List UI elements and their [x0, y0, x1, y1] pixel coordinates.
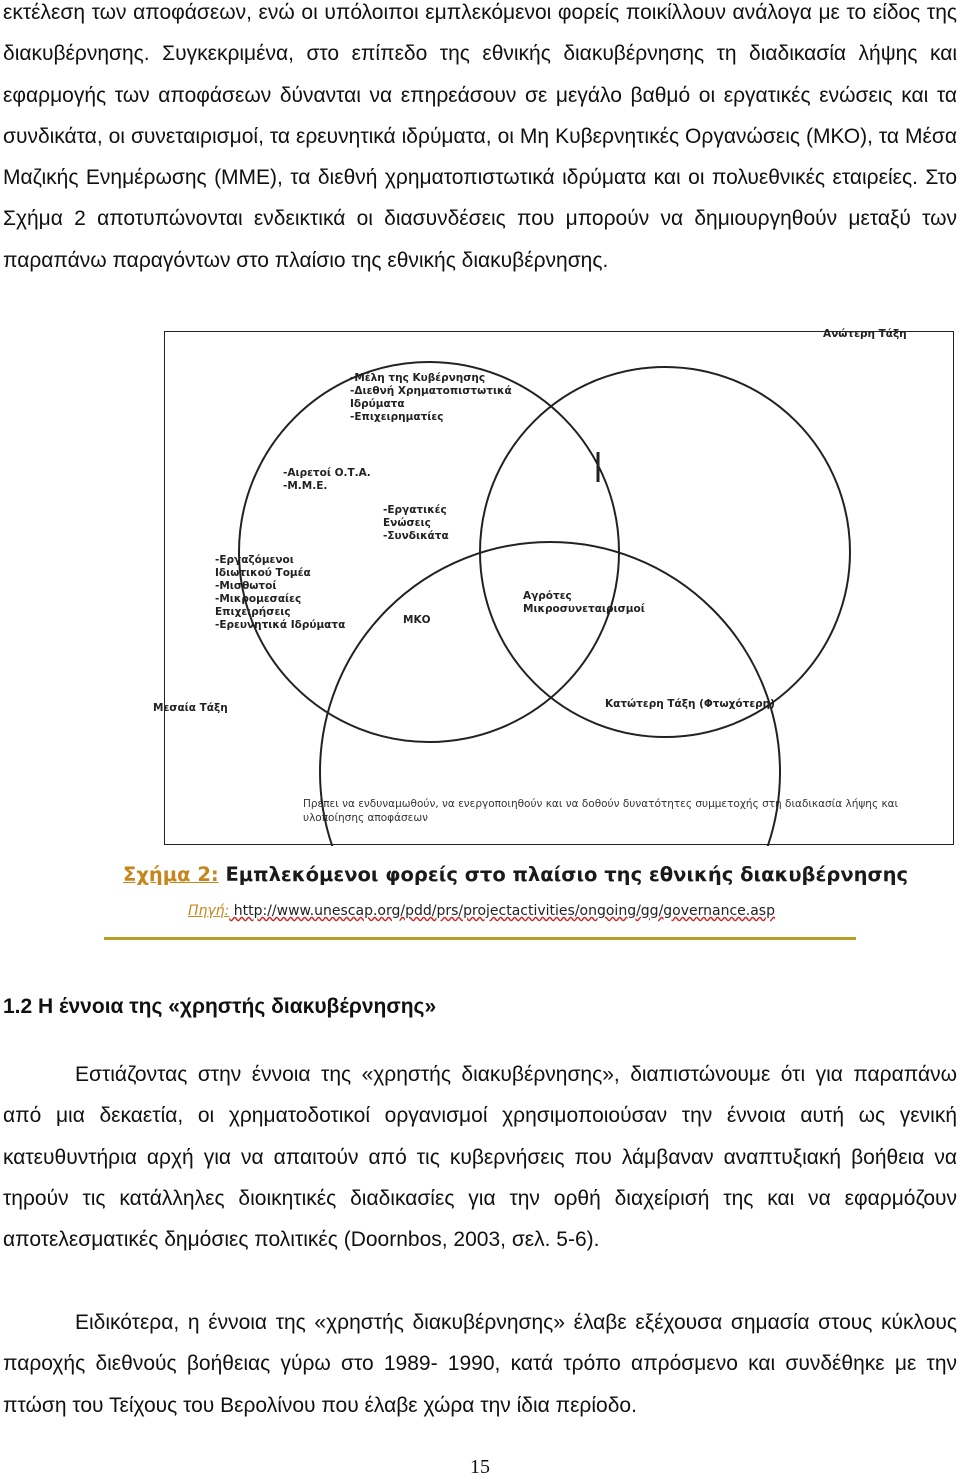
figure-source — [188, 903, 775, 919]
figure-caption — [123, 863, 908, 886]
source-url: http://www.unescap.org/pdd/prs/projectactivities/ongoing/gg/governance.asp — [229, 903, 775, 919]
circle-upper-right — [480, 367, 850, 737]
source-label: Πηγή: — [188, 903, 230, 919]
page-number: 15 — [470, 1456, 490, 1478]
venn-diagram — [153, 328, 954, 845]
middle-class-label: Μεσαία Τάξη — [153, 702, 228, 714]
caption-text: Εμπλεκόμενοι φορείς στο πλαίσιο της εθνικής διακυβέρνησης — [218, 863, 909, 886]
lower-class-label: Κατώτερη Τάξη (Φτωχότερη) — [605, 698, 775, 710]
upper-class-label: Ανώτερη Τάξη — [823, 328, 907, 340]
ngo-label: ΜΚΟ — [403, 614, 431, 626]
farmer-items: Αγρότες Μικροσυνεταιρισμοί — [523, 590, 645, 615]
paragraph-2: Ειδικότερα, η έννοια της «χρηστής διακυβέρνησης» έλαβε εξέχουσα σημασία στους κύκλους παροχής διεθνούς βοήθειας γύρω στο 1989- 1990, κατά τρόπο απρόσμενο και συνδέθηκε με την πτώση του Τείχους του Βερολίνου που έλαβε χώρα την ίδια περίοδο. — [3, 1311, 957, 1417]
figure-note: Πρέπει να ενδυναμωθούν, να ενεργοποιηθούν και να δοθούν δυνατότητες συμμετοχής στη διαδικασία λήψης και υλοποίησης αποφάσεων — [303, 798, 899, 824]
section-heading: 1.2 Η έννοια της «χρηστής διακυβέρνησης» — [3, 995, 437, 1018]
local-items: -Αιρετοί Ο.Τ.Α. -Μ.Μ.Ε. — [283, 467, 371, 492]
union-items: -Εργατικές Ενώσεις -Συνδικάτα — [383, 504, 449, 542]
caption-label: Σχήμα 2: — [123, 863, 219, 886]
paragraph-1: Εστιάζοντας στην έννοια της «χρηστής διακυβέρνησης», διαπιστώνουμε ότι για παραπάνω από μια δεκαετία, οι χρηματοδοτικοί οργανισμοί χρησιμοποιούσαν την έννοια αυτή ως γενική κατευθυντήρια αρχή για να απαιτούν από τις κυβερνήσεις που λάμβαναν αναπτυξιακή βοήθεια να τηρούν τις κατάλληλες διοικητικές διαδικασίες για την ορθή διαχείρισή της και να εφαρμόζουν αποτελεσματικές δημόσιες πολιτικές (Doornbos, 2003, σελ. 5-6). — [3, 1063, 957, 1252]
upper-items: -Μέλη της Κυβέρνησης -Διεθνή Χρηματοπιστωτικά Ιδρύματα -Επιχειρηματίες — [350, 372, 512, 423]
caption-rule — [104, 937, 856, 940]
private-items: -Εργαζόμενοι Ιδιωτικού Τομέα -Μισθωτοί -Μικρομεσαίες Επιχειρήσεις -Ερευνητικά Ιδρύματα — [215, 554, 346, 631]
intro-paragraph: εκτέλεση των αποφάσεων, ενώ οι υπόλοιποι εμπλεκόμενοι φορείς ποικίλλουν ανάλογα με το είδος της διακυβέρνησης. Συγκεκριμένα, στο επίπεδο της εθνικής διακυβέρνησης τη διαδικασία λήψης και εφαρμογής των αποφάσεων δύνανται να επηρεάσουν σε μεγάλο βαθμό οι εργατικές ενώσεις και τα συνδικάτα, οι συνεταιρισμοί, τα ερευνητικά ιδρύματα, οι Μη Κυβερνητικές Οργανώσεις (ΜΚΟ), τα Μέσα Μαζικής Ενημέρωσης (ΜΜΕ), τα διεθνή χρηματοπιστωτικά ιδρύματα και οι πολυεθνικές εταιρείες. Στο Σχήμα 2 αποτυπώνονται ενδεικτικά οι διασυνδέσεις που μπορούν να δημιουργηθούν μεταξύ των παραπάνω παραγόντων στο πλαίσιο της εθνικής διακυβέρνησης. — [3, 1, 957, 272]
